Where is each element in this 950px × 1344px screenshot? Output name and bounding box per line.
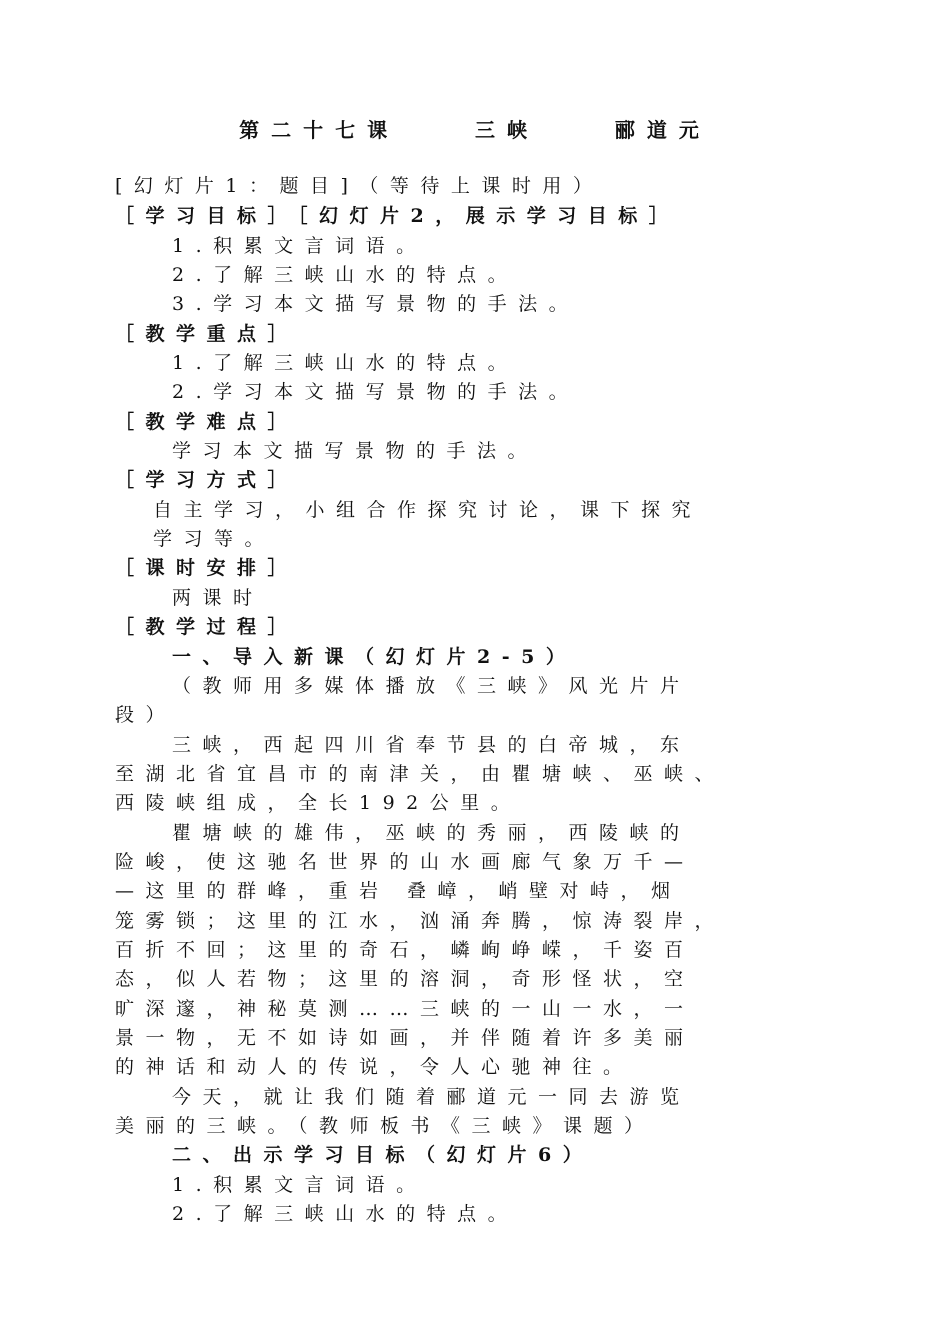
paragraph: 笼雾锁；这里的江水，汹涌奔腾，惊涛裂岸， xyxy=(115,910,726,932)
heading-learning-method: ［学习方式］ xyxy=(115,469,299,491)
paragraph: 学习等。 xyxy=(153,528,276,550)
paragraph: 旷深邃，神秘莫测……三峡的一山一水，一 xyxy=(115,998,695,1020)
list-item: 1.积累文言词语。 xyxy=(172,235,427,257)
heading-learning-goals: ［学习目标］［幻灯片2，展示学习目标］ xyxy=(115,205,680,227)
paragraph: 瞿塘峡的雄伟，巫峡的秀丽，西陵峡的 xyxy=(172,822,691,844)
list-item: 2.了解三峡山水的特点。 xyxy=(172,264,519,286)
list-item: 1.积累文言词语。 xyxy=(172,1174,427,1196)
paragraph: 自主学习，小组合作探究讨论，课下探究 xyxy=(153,499,703,521)
list-item: 1.了解三峡山水的特点。 xyxy=(172,352,519,374)
paragraph: 的神话和动人的传说，令人心驰神往。 xyxy=(115,1056,634,1078)
paragraph: 态，似人若物；这里的溶洞，奇形怪状，空 xyxy=(115,968,695,990)
lesson-title: 第二十七课 三峡 郦道元 xyxy=(239,118,711,142)
heading-teaching-process: ［教学过程］ xyxy=(115,616,299,638)
heading-teaching-difficulty: ［教学难点］ xyxy=(115,411,299,433)
paragraph: —这里的群峰，重岩 叠嶂，峭壁对峙，烟 xyxy=(115,880,682,902)
list-item: 2.学习本文描写景物的手法。 xyxy=(172,381,580,403)
section-heading: 二、出示学习目标（幻灯片6） xyxy=(172,1144,594,1166)
heading-schedule: ［课时安排］ xyxy=(115,557,299,579)
paragraph: 险峻，使这驰名世界的山水画廊气象万千— xyxy=(115,851,695,873)
paragraph: 两课时 xyxy=(172,587,264,609)
section-heading: 一、导入新课（幻灯片2-5） xyxy=(172,646,577,668)
paragraph: 学习本文描写景物的手法。 xyxy=(172,440,539,462)
list-item: 3.学习本文描写景物的手法。 xyxy=(172,293,580,315)
paragraph: 百折不回；这里的奇石，嶙峋峥嵘，千姿百 xyxy=(115,939,695,961)
list-item: 2.了解三峡山水的特点。 xyxy=(172,1203,519,1225)
paragraph: 三峡，西起四川省奉节县的白帝城，东 xyxy=(172,734,691,756)
paragraph: 美丽的三峡。（教师板书《三峡》课题） xyxy=(115,1115,655,1137)
slide-note: [幻灯片1：题目]（等待上课时用） xyxy=(115,175,604,197)
paragraph: 西陵峡组成，全长192公里。 xyxy=(115,792,522,814)
paragraph: 今天，就让我们随着郦道元一同去游览 xyxy=(172,1086,691,1108)
heading-teaching-focus: ［教学重点］ xyxy=(115,323,299,345)
paragraph: 段） xyxy=(115,704,177,726)
paragraph: 景一物，无不如诗如画，并伴随着许多美丽 xyxy=(115,1027,695,1049)
paragraph: 至湖北省宜昌市的南津关，由瞿塘峡、巫峡、 xyxy=(115,763,726,785)
paragraph: （教师用多媒体播放《三峡》风光片片 xyxy=(172,675,691,697)
